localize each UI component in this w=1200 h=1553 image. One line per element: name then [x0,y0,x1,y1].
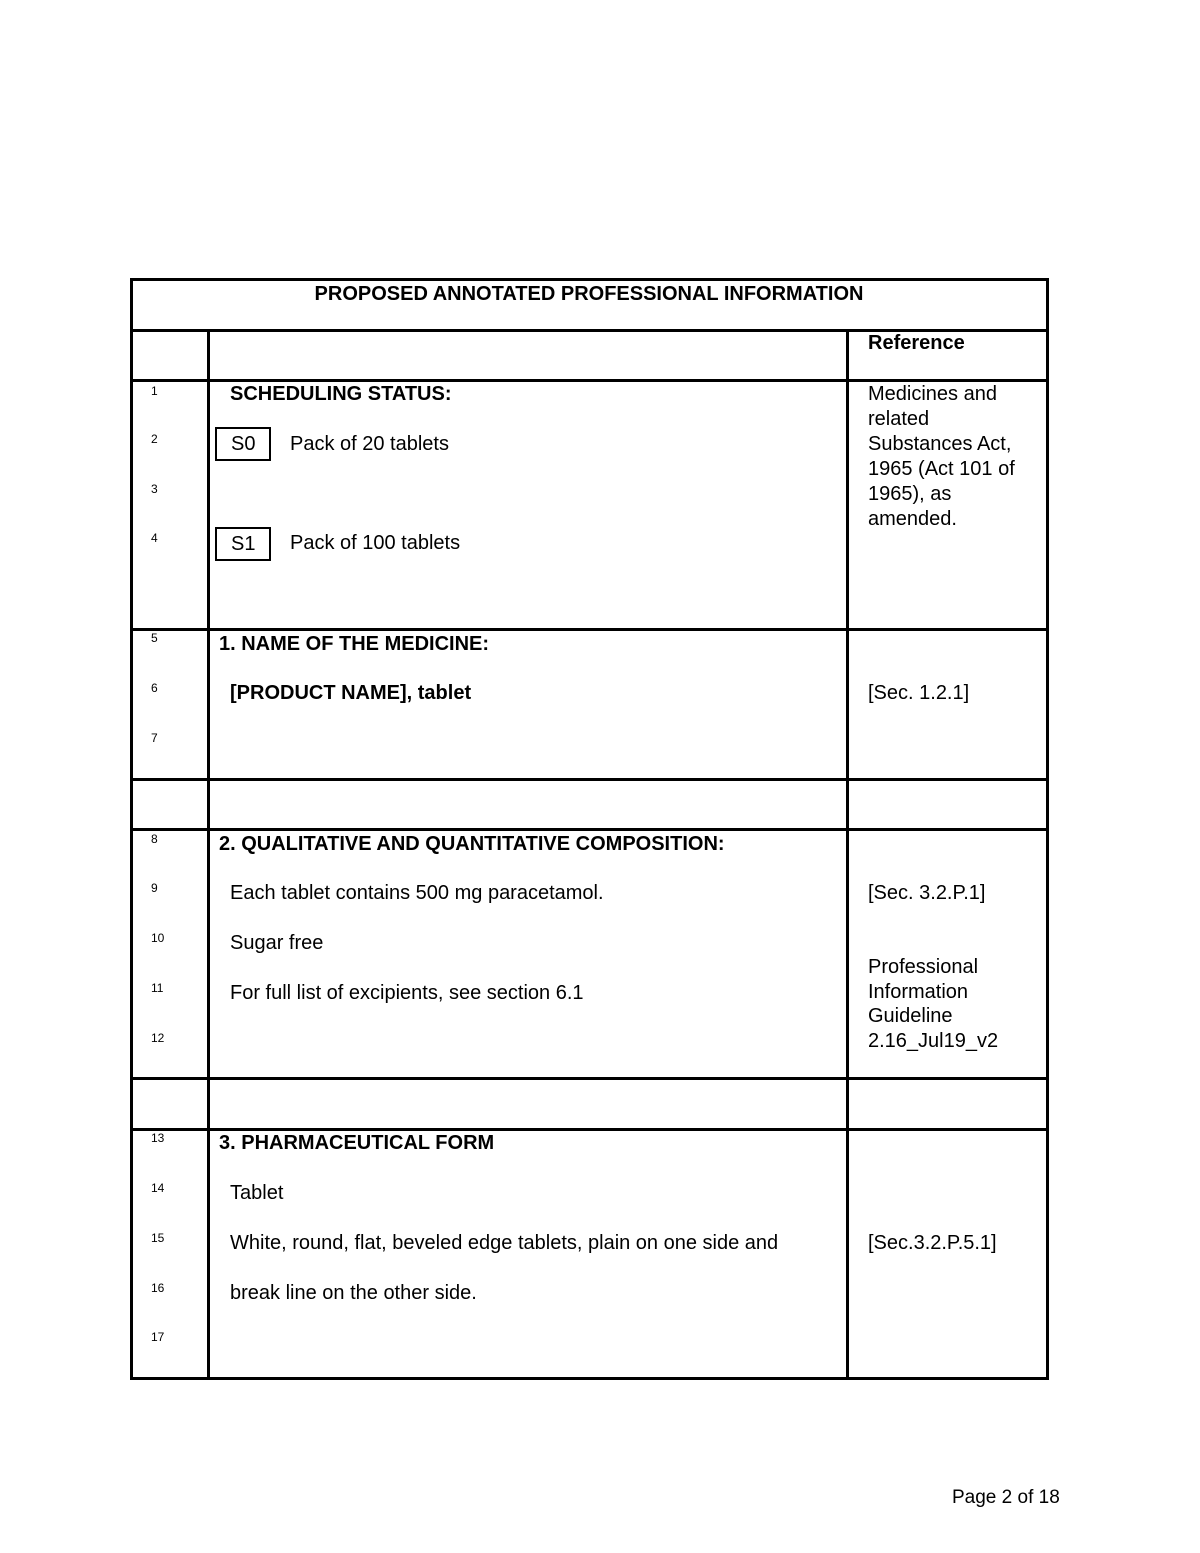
reference-text: [Sec.3.2.P.5.1] [868,1232,997,1254]
reference-text: [Sec. 1.2.1] [868,682,970,704]
line-number: 7 [151,731,158,745]
line-number: 4 [151,531,158,545]
line-number: 2 [151,432,158,446]
line-number: 3 [151,482,158,496]
line-number: 15 [151,1231,165,1245]
line-number: 5 [151,631,158,645]
reference-text: amended. [868,508,957,530]
table-title: PROPOSED ANNOTATED PROFESSIONAL INFORMATION [314,283,864,305]
reference-text: Medicines and [868,383,997,405]
section-3-heading: 3. PHARMACEUTICAL FORM [219,1132,495,1154]
schedule-code-box: S1 [215,527,271,561]
schedule-text: Pack of 100 tablets [290,532,461,554]
page-number: Page 2 of 18 [952,1487,1060,1508]
section-2-heading: 2. QUALITATIVE AND QUANTITATIVE COMPOSITION: [219,833,725,855]
form-line: White, round, flat, beveled edge tablets, plain on one side and [230,1232,779,1254]
composition-line: Sugar free [230,932,324,954]
composition-line: For full list of excipients, see section 6.1 [230,982,584,1004]
section-1-heading: 1. NAME OF THE MEDICINE: [219,633,490,655]
line-number: 1 [151,384,158,398]
reference-text: Information [868,981,969,1003]
composition-line: Each tablet contains 500 mg paracetamol. [230,882,604,904]
reference-text: 1965), as [868,483,952,505]
line-number: 13 [151,1131,165,1145]
reference-text: 1965 (Act 101 of [868,458,1015,480]
reference-text: Professional [868,956,979,978]
reference-text: 2.16_Jul19_v2 [868,1030,999,1052]
product-name: [PRODUCT NAME], tablet [230,682,472,704]
line-number: 8 [151,832,158,846]
reference-text: related [868,408,930,430]
line-number: 10 [151,931,165,945]
line-number: 14 [151,1181,165,1195]
reference-header: Reference [868,332,965,354]
reference-text: Guideline [868,1005,953,1027]
line-number: 6 [151,681,158,695]
line-number: 9 [151,881,158,895]
form-line: Tablet [230,1182,284,1204]
reference-text: Substances Act, [868,433,1012,455]
scheduling-heading: SCHEDULING STATUS: [230,383,452,405]
schedule-code-box: S0 [215,427,271,461]
line-number: 11 [151,981,164,995]
line-number: 12 [151,1031,165,1045]
line-number: 16 [151,1281,165,1295]
form-line: break line on the other side. [230,1282,477,1304]
schedule-text: Pack of 20 tablets [290,433,449,455]
line-number: 17 [151,1330,165,1344]
reference-text: [Sec. 3.2.P.1] [868,882,986,904]
